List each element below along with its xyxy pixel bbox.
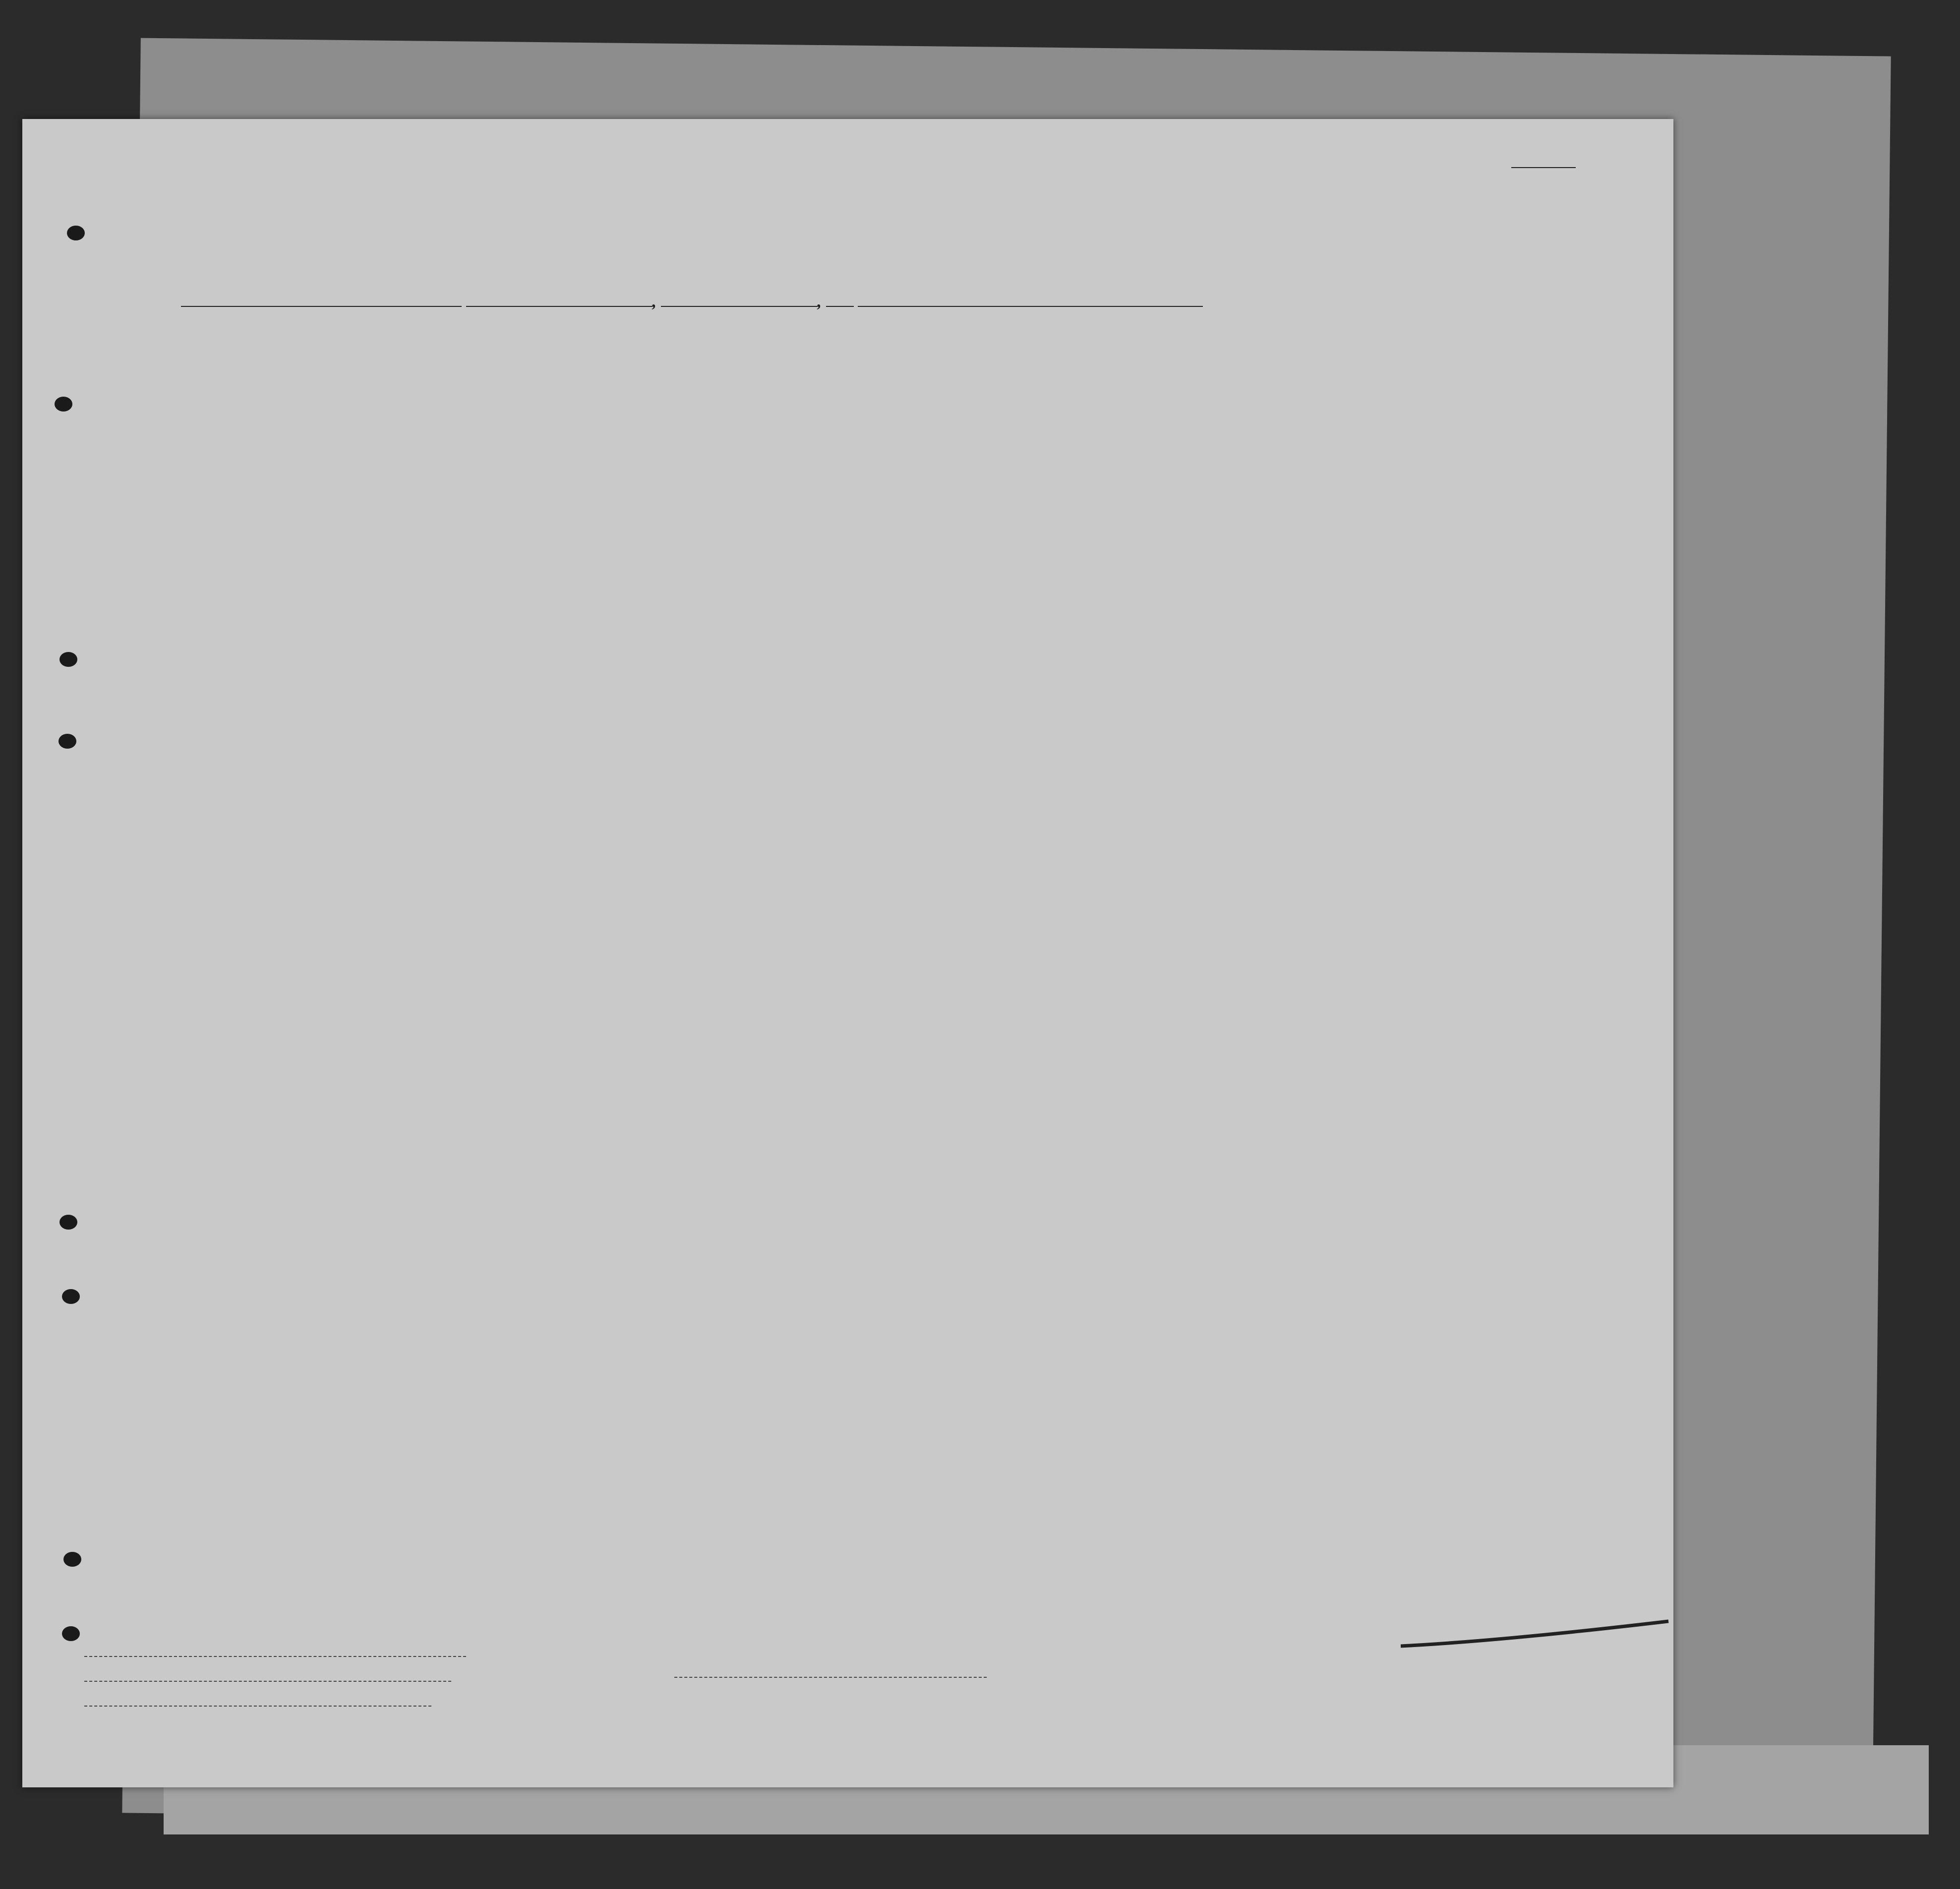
binder-hole [62, 1289, 80, 1304]
footer-line-field [84, 1649, 466, 1660]
sheet-number-value [1511, 167, 1576, 168]
table-grid [22, 119, 1673, 1787]
binder-hole [55, 397, 72, 412]
binder-hole [62, 1626, 80, 1641]
manifest-sheet [22, 119, 1673, 1787]
arrival-year [826, 306, 854, 307]
footer-owners-field [84, 1673, 451, 1685]
vessel-line: , , [181, 293, 1619, 311]
departure-port [858, 306, 1203, 307]
footer-agents-field [84, 1698, 431, 1710]
binder-hole [59, 734, 76, 749]
footer-notes [1168, 1708, 1594, 1710]
vessel-name [181, 306, 462, 307]
binder-hole [59, 652, 77, 667]
total-underline [1401, 1611, 1678, 1656]
arrival-port [466, 306, 653, 307]
binder-hole [67, 226, 85, 240]
binder-hole [59, 1215, 77, 1230]
sheet-number [1507, 154, 1576, 172]
arrival-date [661, 306, 818, 307]
binder-hole [63, 1552, 81, 1567]
footer-inspector-field [674, 1666, 987, 1678]
